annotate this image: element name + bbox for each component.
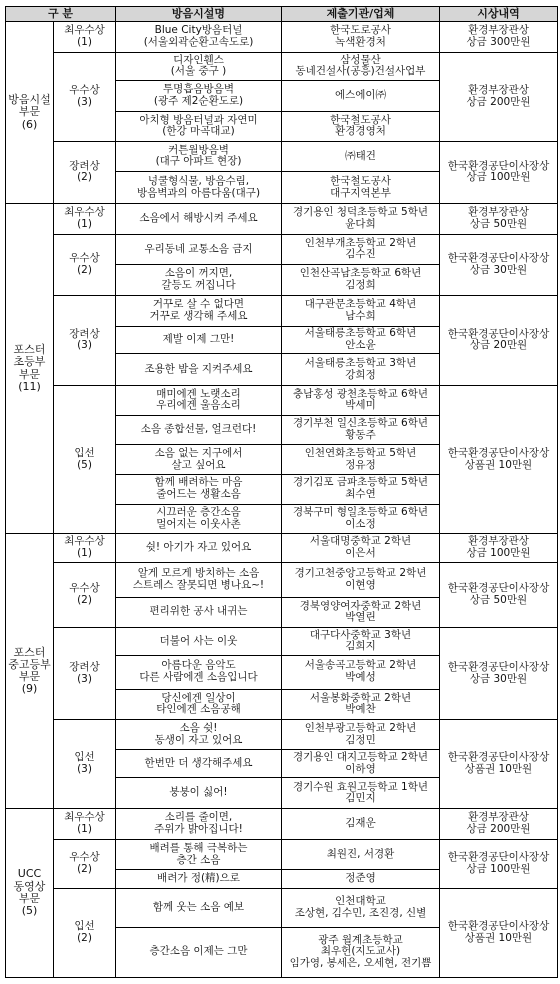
entry-title-cell — [116, 52, 282, 81]
submitter-cell — [282, 52, 440, 81]
entry-title-line: (대구 아파트 현장) — [155, 155, 242, 168]
prize-line: 상금 30만원 — [469, 263, 528, 276]
prize-line: 한국환경공단이사장상 — [447, 252, 550, 265]
entry-title-cell — [116, 295, 282, 326]
submitter-cell — [282, 888, 440, 927]
award-line: 최우수상 — [64, 811, 105, 824]
prize-cell — [440, 295, 558, 385]
submitter-cell — [282, 326, 440, 354]
prize-line: 한국환경공단이사장상 — [447, 851, 550, 864]
award-line: (5) — [77, 458, 92, 471]
submitter-line: 인천대학교 — [335, 895, 386, 908]
entry-title-cell — [116, 265, 282, 296]
award-line: 입선 — [74, 920, 95, 933]
prize-line: 상금 100만원 — [466, 171, 531, 184]
entry-title-line: 층간소음 이제는 그만 — [149, 945, 248, 958]
award-level-cell — [54, 22, 116, 53]
table-row — [6, 888, 558, 927]
submitter-cell — [282, 141, 440, 172]
submitter-cell — [282, 385, 440, 415]
submitter-line: 경북영양여자중학교 2학년 — [299, 599, 422, 612]
award-level-cell — [54, 888, 116, 977]
submitter-line: 이은서 — [345, 546, 376, 559]
submitter-cell — [282, 778, 440, 809]
prize-cell — [440, 839, 558, 888]
entry-title-line: 시끄러운 층간소음 — [156, 506, 241, 519]
table-row — [6, 534, 558, 563]
submitter-line: 남수희 — [345, 309, 376, 322]
prize-line: 한국환경공단이사장상 — [447, 446, 550, 459]
entry-title-cell — [116, 111, 282, 141]
award-level-cell — [54, 720, 116, 809]
award-line: (3) — [77, 339, 92, 352]
entry-title-line: (한강 마곡대교) — [162, 125, 235, 138]
entry-title-line: 조용한 밤을 지켜주세요 — [144, 362, 253, 375]
submitter-cell — [282, 927, 440, 977]
entry-title-line: 매미에겐 노랫소리 — [156, 387, 241, 400]
submitter-line: 강희정 — [345, 368, 376, 381]
table-row — [6, 141, 558, 172]
table-row — [6, 562, 558, 597]
submitter-line: 서울대명중학교 2학년 — [309, 535, 412, 548]
award-line: 최우수상 — [64, 206, 105, 219]
entry-title-cell — [116, 415, 282, 445]
prize-line: 환경부장관상 — [468, 811, 529, 824]
entry-title-line: 편리위한 공사 내귀는 — [149, 605, 248, 618]
submitter-cell — [282, 628, 440, 656]
prize-line: 상금 50만원 — [469, 593, 528, 606]
entry-title-line: 동생이 자고 있어요 — [154, 733, 243, 746]
entry-title-line: 소음 없는 지구에서 — [154, 446, 243, 459]
category-line: (5) — [21, 904, 38, 918]
prize-cell — [440, 888, 558, 977]
submitter-line: 박예찬 — [345, 703, 376, 716]
entry-title-cell — [116, 385, 282, 415]
entry-title-line: 소음에서 해방시켜 주세요 — [139, 211, 258, 224]
award-level-cell — [54, 203, 116, 234]
entry-title-line: 층간 소음 — [176, 853, 221, 866]
submitter-line: 녹색환경처 — [335, 35, 386, 48]
award-line: (1) — [77, 822, 92, 835]
prize-cell — [440, 141, 558, 203]
category-line: 부문 — [18, 105, 41, 119]
entry-title-line: 디자인휀스 — [173, 53, 224, 66]
award-line: (2) — [77, 593, 92, 606]
category-line: 초등부 — [13, 355, 46, 369]
award-level-cell — [54, 562, 116, 627]
category-line: 동영상 — [13, 879, 46, 893]
submitter-cell — [282, 81, 440, 112]
entry-title-cell — [116, 474, 282, 504]
award-line: 우수상 — [69, 851, 100, 864]
submitter-line: 대구지역본부 — [330, 186, 391, 199]
category-line: 부문 — [18, 367, 41, 381]
submitter-cell — [282, 749, 440, 778]
prize-line: 환경부장관상 — [468, 535, 529, 548]
entry-title-line: 타인에겐 소음공해 — [156, 703, 241, 716]
prize-line: 상금 200만원 — [466, 95, 531, 108]
submitter-cell — [282, 534, 440, 563]
submitter-line: 김희지 — [345, 640, 376, 653]
entry-title-cell — [116, 870, 282, 888]
award-line: 장려상 — [69, 327, 100, 340]
entry-title-line: 소음 쉿! — [179, 721, 218, 734]
table-row — [6, 52, 558, 81]
submitter-line: 황동주 — [345, 428, 376, 441]
award-line: 최우수상 — [64, 535, 105, 548]
submitter-cell — [282, 839, 440, 870]
prize-line: 한국환경공단이사장상 — [447, 159, 550, 172]
prize-line: 한국환경공단이사장상 — [447, 920, 550, 933]
submitter-cell — [282, 172, 440, 204]
category-line: 포스터 — [13, 342, 46, 356]
entry-title-cell — [116, 22, 282, 53]
entry-title-cell — [116, 628, 282, 656]
entry-title-line: 함께 웃는 소음 예보 — [152, 900, 245, 913]
submitter-line: 김정민 — [345, 733, 376, 746]
submitter-line: 이현영 — [345, 578, 376, 591]
entry-title-cell — [116, 562, 282, 597]
prize-line: 상금 20만원 — [469, 339, 528, 352]
category-line: 포스터 — [13, 645, 46, 659]
submitter-line: 김재운 — [345, 817, 376, 830]
submitter-line: 인천부개초등학교 2학년 — [304, 236, 417, 249]
entry-title-cell — [116, 326, 282, 354]
category-line: 부문 — [18, 670, 41, 684]
prize-cell — [440, 562, 558, 627]
prize-line: 상금 100만원 — [466, 862, 531, 875]
entry-title-line: 방음벽과의 아름다움(대구) — [136, 186, 261, 199]
entry-title-line: 투명흡음방음벽 — [162, 83, 234, 96]
prize-cell — [440, 720, 558, 809]
submitter-cell — [282, 809, 440, 840]
submitter-line: 에스에이㈜ — [334, 89, 387, 102]
entry-title-cell — [116, 839, 282, 870]
award-level-cell — [54, 52, 116, 141]
header-facility-name: 방음시설명 — [116, 7, 282, 22]
submitter-line: 김수진 — [345, 248, 376, 261]
award-line: (2) — [77, 263, 92, 276]
category-line: (6) — [21, 117, 38, 131]
prize-cell — [440, 534, 558, 563]
submitter-line: 인천부광고등학교 2학년 — [304, 721, 417, 734]
prize-line: 상금 100만원 — [466, 546, 531, 559]
prize-line: 한국환경공단이사장상 — [447, 327, 550, 340]
submitter-line: 경기용인 청덕초등학교 5학년 — [292, 206, 429, 219]
submitter-line: 경기부천 일신초등학교 6학년 — [292, 417, 429, 430]
award-line: (2) — [77, 171, 92, 184]
award-line: 입선 — [74, 446, 95, 459]
submitter-line: 김정희 — [345, 279, 376, 292]
entry-title-line: 멀어지는 이웃사촌 — [156, 517, 241, 530]
table-row — [6, 234, 558, 265]
entry-title-cell — [116, 809, 282, 840]
entry-title-cell — [116, 749, 282, 778]
entry-title-line: 한번만 더 생각해주세요 — [144, 756, 253, 769]
submitter-line: 한국도로공사 — [330, 24, 391, 37]
entry-title-line: (서울외곽순환고속도로) — [143, 35, 254, 48]
prize-line: 한국환경공단이사장상 — [447, 660, 550, 673]
submitter-cell — [282, 474, 440, 504]
submitter-line: 대구관문초등학교 4학년 — [304, 298, 417, 311]
table-row — [6, 385, 558, 415]
prize-cell — [440, 234, 558, 295]
award-line: 입선 — [74, 751, 95, 764]
submitter-line: 최우헌(지도교사) — [320, 945, 401, 958]
submitter-line: 한국철도공사 — [330, 174, 391, 187]
submitter-line: 윤다희 — [345, 217, 376, 230]
table-row — [6, 628, 558, 656]
submitter-line: 이하영 — [345, 762, 376, 775]
entry-title-line: 스트레스 잘못되면 병나요~! — [132, 578, 265, 591]
category-line: (9) — [21, 682, 38, 696]
entry-title-line: 살고 싶어요 — [171, 458, 226, 471]
entry-title-line: (서울 중구 ) — [170, 65, 227, 78]
entry-title-cell — [116, 504, 282, 534]
header-submitter: 제출기관/업체 — [282, 7, 440, 22]
entry-title-line: 아름다운 음악도 — [161, 659, 236, 672]
prize-line: 상품권 10만원 — [464, 763, 533, 776]
entry-title-line: 쉿! 아기가 자고 있어요 — [145, 541, 252, 554]
category-line: (11) — [18, 379, 41, 393]
table-row — [6, 720, 558, 750]
prize-line: 상품권 10만원 — [464, 458, 533, 471]
submitter-line: 안소윤 — [345, 338, 376, 351]
award-level-cell — [54, 234, 116, 295]
submitter-line: 정유정 — [345, 458, 376, 471]
header-category: 구 분 — [6, 7, 116, 22]
submitter-line: 박열린 — [345, 611, 376, 624]
prize-cell — [440, 385, 558, 533]
submitter-line: 대구다사중학교 3학년 — [309, 628, 412, 641]
submitter-line: 박예성 — [345, 671, 376, 684]
entry-title-cell — [116, 141, 282, 172]
prize-cell — [440, 809, 558, 840]
entry-title-cell — [116, 888, 282, 927]
entry-title-line: 우리동네 교통소음 금지 — [144, 242, 253, 255]
table-row — [6, 203, 558, 234]
awards-table-container — [5, 6, 557, 978]
submitter-line: 인천산곡남초등학교 6학년 — [299, 267, 422, 280]
submitter-cell — [282, 415, 440, 445]
submitter-line: 광주 월계초등학교 — [318, 933, 403, 946]
submitter-line: 박세미 — [345, 399, 376, 412]
submitter-cell — [282, 655, 440, 689]
prize-line: 환경부장관상 — [468, 24, 529, 37]
category-cell — [6, 203, 54, 533]
award-level-cell — [54, 628, 116, 720]
entry-title-line: 갈등도 꺼집니다 — [161, 279, 236, 292]
category-line: UCC — [17, 867, 42, 881]
category-cell — [6, 534, 54, 809]
entry-title-cell — [116, 597, 282, 628]
entry-title-cell — [116, 689, 282, 720]
award-line: (1) — [77, 546, 92, 559]
award-line: (2) — [77, 931, 92, 944]
submitter-cell — [282, 504, 440, 534]
entry-title-line: 배려가 정(精)으로 — [157, 872, 240, 885]
submitter-cell — [282, 720, 440, 750]
award-level-cell — [54, 534, 116, 563]
header-award-details: 시상내역 — [440, 7, 558, 22]
prize-cell — [440, 22, 558, 53]
award-line: (3) — [77, 95, 92, 108]
entry-title-line: 소음 종합선물, 얼크런다! — [140, 423, 257, 436]
submitter-line: 정준영 — [345, 872, 376, 885]
submitter-cell — [282, 111, 440, 141]
submitter-cell — [282, 265, 440, 296]
award-line: (1) — [77, 35, 92, 48]
submitter-line: 서울태릉초등학교 3학년 — [304, 356, 417, 369]
prize-line: 환경부장관상 — [468, 83, 529, 96]
table-row — [6, 839, 558, 870]
entry-title-cell — [116, 172, 282, 204]
award-line: 장려상 — [69, 660, 100, 673]
submitter-cell — [282, 22, 440, 53]
entry-title-line: 주위가 밝아집니다! — [154, 822, 243, 835]
award-line: (3) — [77, 672, 92, 685]
table-row — [6, 22, 558, 53]
category-cell — [6, 22, 54, 204]
entry-title-line: 다른 사람에겐 소음입니다 — [139, 671, 258, 684]
submitter-line: 경기김포 금파초등학교 5학년 — [292, 476, 429, 489]
submitter-line: 서울봉화중학교 2학년 — [309, 691, 412, 704]
entry-title-line: 거꾸로 살 수 없다면 — [152, 298, 245, 311]
entry-title-line: 더불어 사는 이웃 — [159, 634, 238, 647]
submitter-cell — [282, 689, 440, 720]
submitter-line: 한국철도공사 — [330, 113, 391, 126]
table-row — [6, 809, 558, 840]
entry-title-cell — [116, 445, 282, 475]
submitter-cell — [282, 354, 440, 386]
submitter-line: ㈜태건 — [345, 149, 376, 162]
award-line: 장려상 — [69, 159, 100, 172]
award-line: (1) — [77, 217, 92, 230]
category-line: 방음시설 — [8, 93, 51, 107]
submitter-line: 동네건설사(공흥)건설사업부 — [295, 65, 426, 78]
award-line: 우수상 — [69, 83, 100, 96]
entry-title-cell — [116, 203, 282, 234]
award-level-cell — [54, 809, 116, 840]
submitter-line: 경기고천중앙고등학교 2학년 — [294, 566, 427, 579]
submitter-cell — [282, 445, 440, 475]
submitter-line: 조상현, 김수민, 조진경, 신별 — [294, 906, 427, 919]
submitter-line: 경기수원 효원고등학교 1학년 — [292, 780, 429, 793]
entry-title-line: 붕붕이 싫어! — [169, 786, 228, 799]
entry-title-cell — [116, 655, 282, 689]
prize-line: 상금 50만원 — [469, 217, 528, 230]
submitter-cell — [282, 562, 440, 597]
entry-title-line: 아치형 방음터널과 자연미 — [139, 113, 258, 126]
award-line: (2) — [77, 862, 92, 875]
entry-title-line: 넝쿨형식물, 방음수림, — [147, 174, 250, 187]
submitter-line: 최원진, 서경환 — [326, 847, 395, 860]
award-level-cell — [54, 385, 116, 533]
entry-title-cell — [116, 81, 282, 112]
submitter-cell — [282, 234, 440, 265]
table-row — [6, 295, 558, 326]
awards-table — [5, 6, 558, 978]
entry-title-line: 알게 모르게 방치하는 소음 — [137, 566, 260, 579]
entry-title-line: 거꾸로 생각해 주세요 — [149, 309, 248, 322]
entry-title-line: 소리를 줄이면, — [164, 811, 233, 824]
entry-title-line: 제발 이제 그만! — [162, 333, 235, 346]
submitter-line: 인천연화초등학교 5학년 — [304, 446, 417, 459]
prize-line: 상금 300만원 — [466, 35, 531, 48]
entry-title-cell — [116, 534, 282, 563]
prize-line: 상금 200만원 — [466, 822, 531, 835]
category-line: 부문 — [18, 892, 41, 906]
entry-title-line: (광주 제2순환도로) — [153, 95, 244, 108]
submitter-cell — [282, 870, 440, 888]
header-row — [6, 7, 558, 22]
entry-title-line: 당신에겐 일상이 — [161, 691, 236, 704]
prize-line: 한국환경공단이사장상 — [447, 582, 550, 595]
submitter-line: 서울송곡고등학교 2학년 — [304, 659, 417, 672]
prize-cell — [440, 203, 558, 234]
submitter-line: 이소정 — [345, 517, 376, 530]
category-line: 중고등부 — [8, 657, 51, 671]
entry-title-cell — [116, 778, 282, 809]
award-line: (3) — [77, 763, 92, 776]
prize-line: 상품권 10만원 — [464, 931, 533, 944]
prize-cell — [440, 52, 558, 141]
entry-title-line: 소음이 꺼지면, — [164, 267, 233, 280]
entry-title-cell — [116, 927, 282, 977]
award-level-cell — [54, 141, 116, 203]
award-level-cell — [54, 839, 116, 888]
award-level-cell — [54, 295, 116, 385]
category-cell — [6, 809, 54, 978]
submitter-cell — [282, 597, 440, 628]
submitter-line: 삼성물산 — [340, 53, 381, 66]
entry-title-cell — [116, 354, 282, 386]
entry-title-cell — [116, 234, 282, 265]
prize-line: 상금 30만원 — [469, 672, 528, 685]
prize-line: 한국환경공단이사장상 — [447, 751, 550, 764]
entry-title-line: 함께 배려하는 마음 — [154, 476, 243, 489]
award-line: 우수상 — [69, 582, 100, 595]
prize-line: 환경부장관상 — [468, 206, 529, 219]
submitter-line: 김민지 — [345, 792, 376, 805]
submitter-line: 환경경영처 — [335, 125, 386, 138]
submitter-line: 경북구미 형일초등학교 6학년 — [292, 506, 429, 519]
submitter-line: 충남홍성 광천초등학교 6학년 — [292, 387, 429, 400]
entry-title-cell — [116, 720, 282, 750]
entry-title-line: 커튼월방음벽 — [168, 143, 229, 156]
entry-title-line: Blue City방음터널 — [154, 24, 243, 37]
submitter-line: 경기용인 대지고등학교 2학년 — [292, 750, 429, 763]
submitter-line: 서울태릉초등학교 6학년 — [304, 327, 417, 340]
entry-title-line: 우리에겐 울음소리 — [156, 399, 241, 412]
submitter-cell — [282, 295, 440, 326]
entry-title-line: 배려를 통해 극복하는 — [149, 841, 248, 854]
award-line: 최우수상 — [64, 24, 105, 37]
prize-cell — [440, 628, 558, 720]
entry-title-line: 줄어드는 생활소음 — [156, 488, 241, 501]
submitter-line: 최수연 — [345, 488, 376, 501]
submitter-cell — [282, 203, 440, 234]
award-line: 우수상 — [69, 252, 100, 265]
submitter-line: 임가영, 봉세은, 오세현, 전기쁨 — [289, 957, 432, 970]
